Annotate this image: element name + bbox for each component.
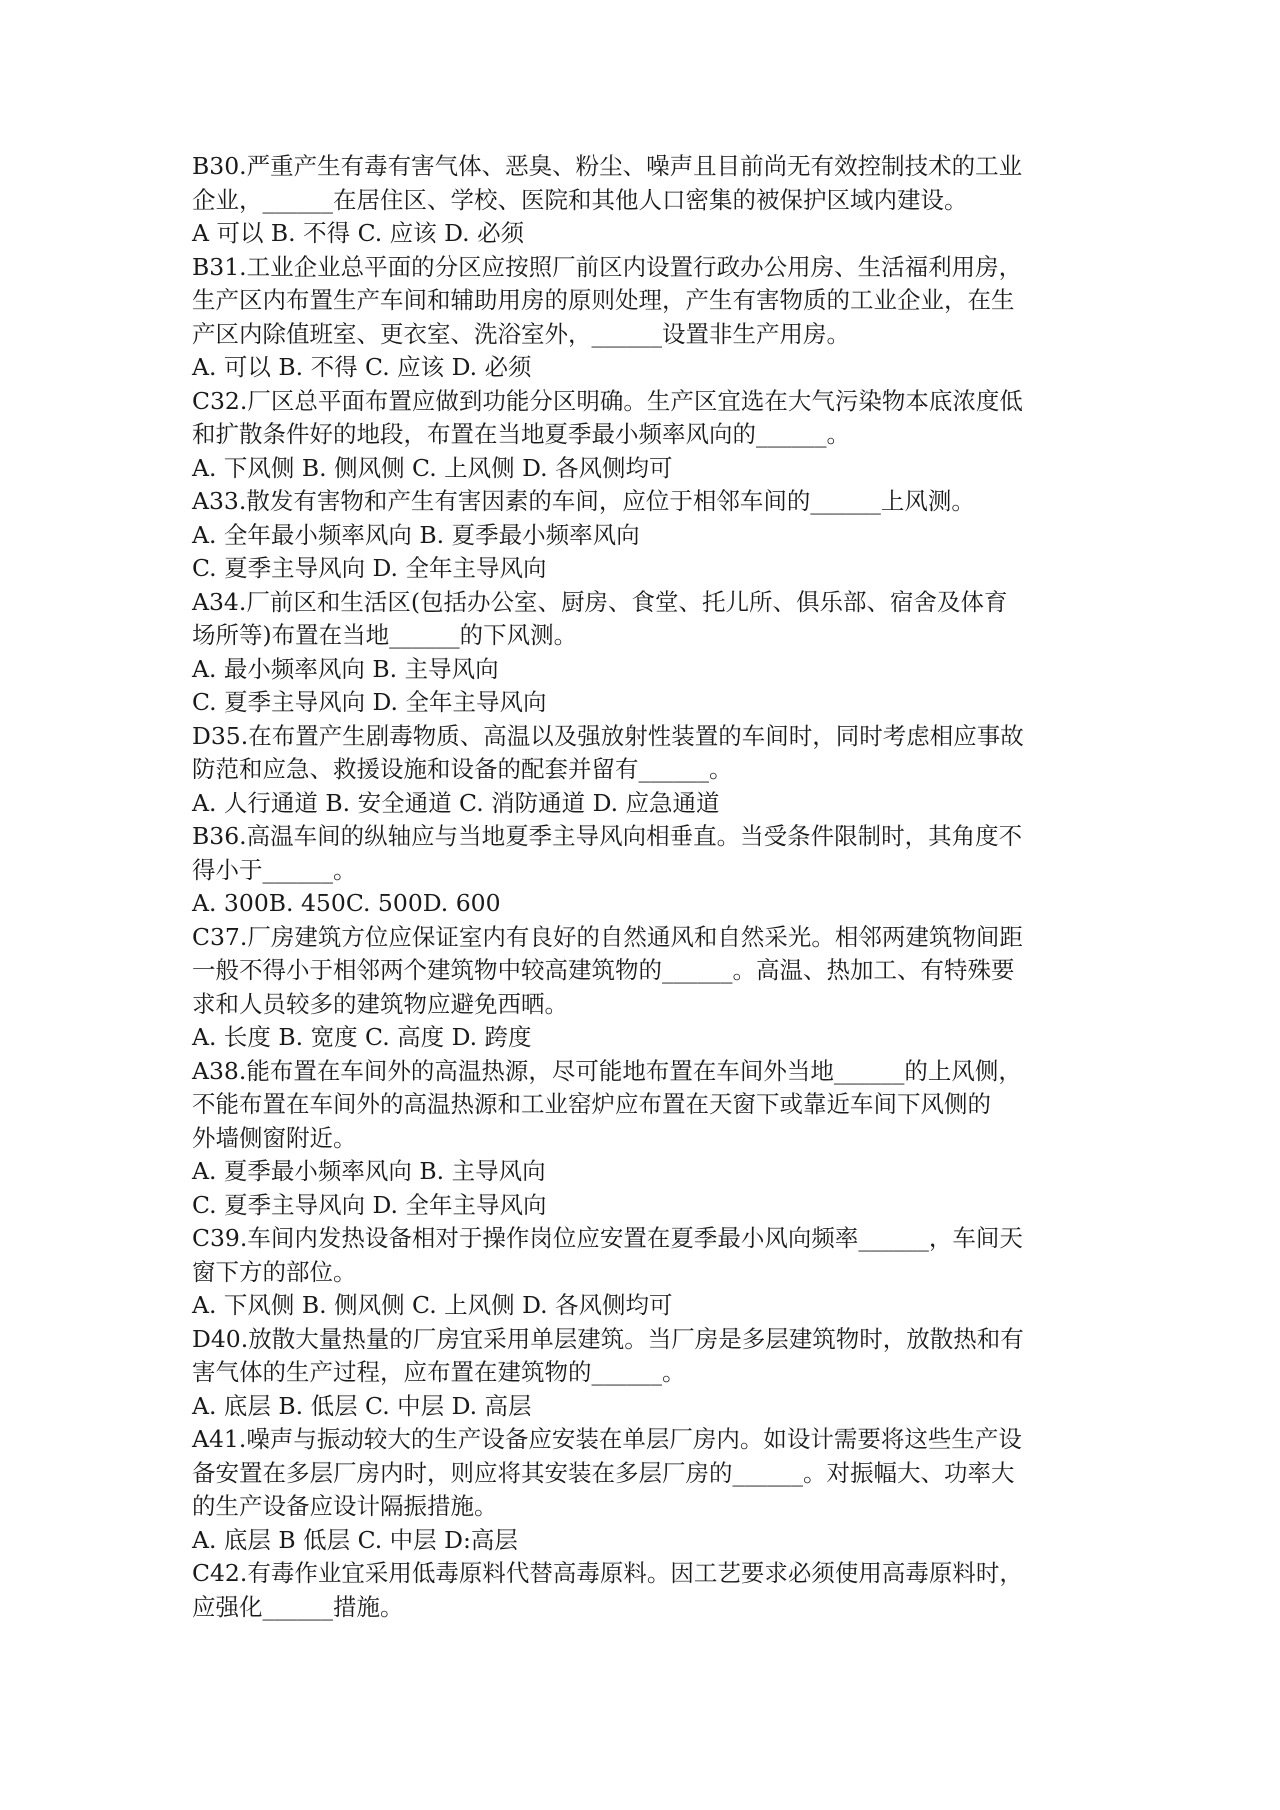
text-line: A. 长度 B. 宽度 C. 高度 D. 跨度 xyxy=(192,1023,532,1051)
text-line: D40.放散大量热量的厂房宜采用单层建筑。当厂房是多层建筑物时，放散热和有 xyxy=(192,1324,1024,1353)
text-line: C37.厂房建筑方位应保证室内有良好的自然通风和自然采光。相邻两建筑物间距 xyxy=(192,922,1023,951)
text-line: A38.能布置在车间外的高温热源，尽可能地布置在车间外当地______的上风侧， xyxy=(192,1056,1022,1085)
text-line: B36.高温车间的纵轴应与当地夏季主导风向相垂直。当受条件限制时，其角度不 xyxy=(192,822,1023,850)
text-line: A. 最小频率风向 B. 主导风向 xyxy=(192,654,499,683)
text-line: C. 夏季主导风向 D. 全年主导风向 xyxy=(192,688,547,716)
text-line: 窗下方的部位。 xyxy=(192,1257,357,1286)
text-line: 的生产设备应设计隔振措施。 xyxy=(192,1492,498,1520)
text-line: 得小于______。 xyxy=(192,855,357,884)
document-body xyxy=(192,150,1102,1624)
text-line: A. 人行通道 B. 安全通道 C. 消防通道 D. 应急通道 xyxy=(192,788,720,817)
text-line: A. 下风侧 B. 侧风侧 C. 上风侧 D. 各风侧均可 xyxy=(192,453,673,482)
text-line: C. 夏季主导风向 D. 全年主导风向 xyxy=(192,1190,547,1219)
text-line: C39.车间内发热设备相对于操作岗位应安置在夏季最小风向频率______，车间天 xyxy=(192,1224,1023,1252)
text-line: 求和人员较多的建筑物应避免西晒。 xyxy=(192,989,568,1018)
text-line: 不能布置在车间外的高温热源和工业窑炉应布置在天窗下或靠近车间下风侧的 xyxy=(192,1090,991,1118)
text-line: B30.严重产生有毒有害气体、恶臭、粉尘、噪声且目前尚无有效控制技术的工业 xyxy=(192,152,1023,180)
text-line: 应强化______措施。 xyxy=(192,1592,404,1621)
text-line: 场所等)布置在当地______的下风测。 xyxy=(192,621,578,649)
text-line: A. 夏季最小频率风向 B. 主导风向 xyxy=(192,1157,546,1185)
text-line: A. 300B. 450C. 500D. 600 xyxy=(192,889,501,917)
text-line: 生产区内布置生产车间和辅助用房的原则处理，产生有害物质的工业企业，在生 xyxy=(192,286,1015,314)
text-line: 防范和应急、救援设施和设备的配套并留有______。 xyxy=(192,755,733,783)
text-line: 害气体的生产过程，应布置在建筑物的______。 xyxy=(192,1358,686,1386)
text-line: 一般不得小于相邻两个建筑物中较高建筑物的______。高温、热加工、有特殊要 xyxy=(192,956,1015,984)
text-line: A. 底层 B 低层 C. 中层 D:高层 xyxy=(192,1525,518,1554)
text-line: A. 底层 B. 低层 C. 中层 D. 高层 xyxy=(192,1391,532,1420)
text-line: 备安置在多层厂房内时，则应将其安装在多层厂房的______。对振幅大、功率大 xyxy=(192,1458,1015,1487)
text-line: A. 可以 B. 不得 C. 应该 D. 必须 xyxy=(192,353,532,381)
text-line: 和扩散条件好的地段，布置在当地夏季最小频率风向的______。 xyxy=(192,420,850,448)
text-line: A33.散发有害物和产生有害因素的车间，应位于相邻车间的______上风测。 xyxy=(192,487,975,515)
text-line: A41.噪声与振动较大的生产设备应安装在单层厂房内。如设计需要将这些生产设 xyxy=(192,1425,1022,1453)
text-line: B31.工业企业总平面的分区应按照厂前区内设置行政办公用房、生活福利用房， xyxy=(192,252,1023,281)
text-line: C32.厂区总平面布置应做到功能分区明确。生产区宜选在大气污染物本底浓度低 xyxy=(192,386,1023,415)
text-line: 外墙侧窗附近。 xyxy=(192,1123,357,1152)
text-line: D35.在布置产生剧毒物质、高温以及强放射性装置的车间时，同时考虑相应事故 xyxy=(192,721,1024,750)
text-line: C42.有毒作业宜采用低毒原料代替高毒原料。因工艺要求必须使用高毒原料时， xyxy=(192,1559,1023,1587)
text-line: C. 夏季主导风向 D. 全年主导风向 xyxy=(192,554,547,582)
text-line: 企业，______在居住区、学校、医院和其他人口密集的被保护区域内建设。 xyxy=(192,185,968,214)
text-line: A34.厂前区和生活区(包括办公室、厨房、食堂、托儿所、俱乐部、宿舍及体育 xyxy=(192,587,1008,616)
text-line: A. 下风侧 B. 侧风侧 C. 上风侧 D. 各风侧均可 xyxy=(192,1291,673,1319)
text-line: A 可以 B. 不得 C. 应该 D. 必须 xyxy=(192,219,525,247)
text-line: 产区内除值班室、更衣室、洗浴室外，______设置非生产用房。 xyxy=(192,319,850,348)
text-line: A. 全年最小频率风向 B. 夏季最小频率风向 xyxy=(192,520,640,549)
